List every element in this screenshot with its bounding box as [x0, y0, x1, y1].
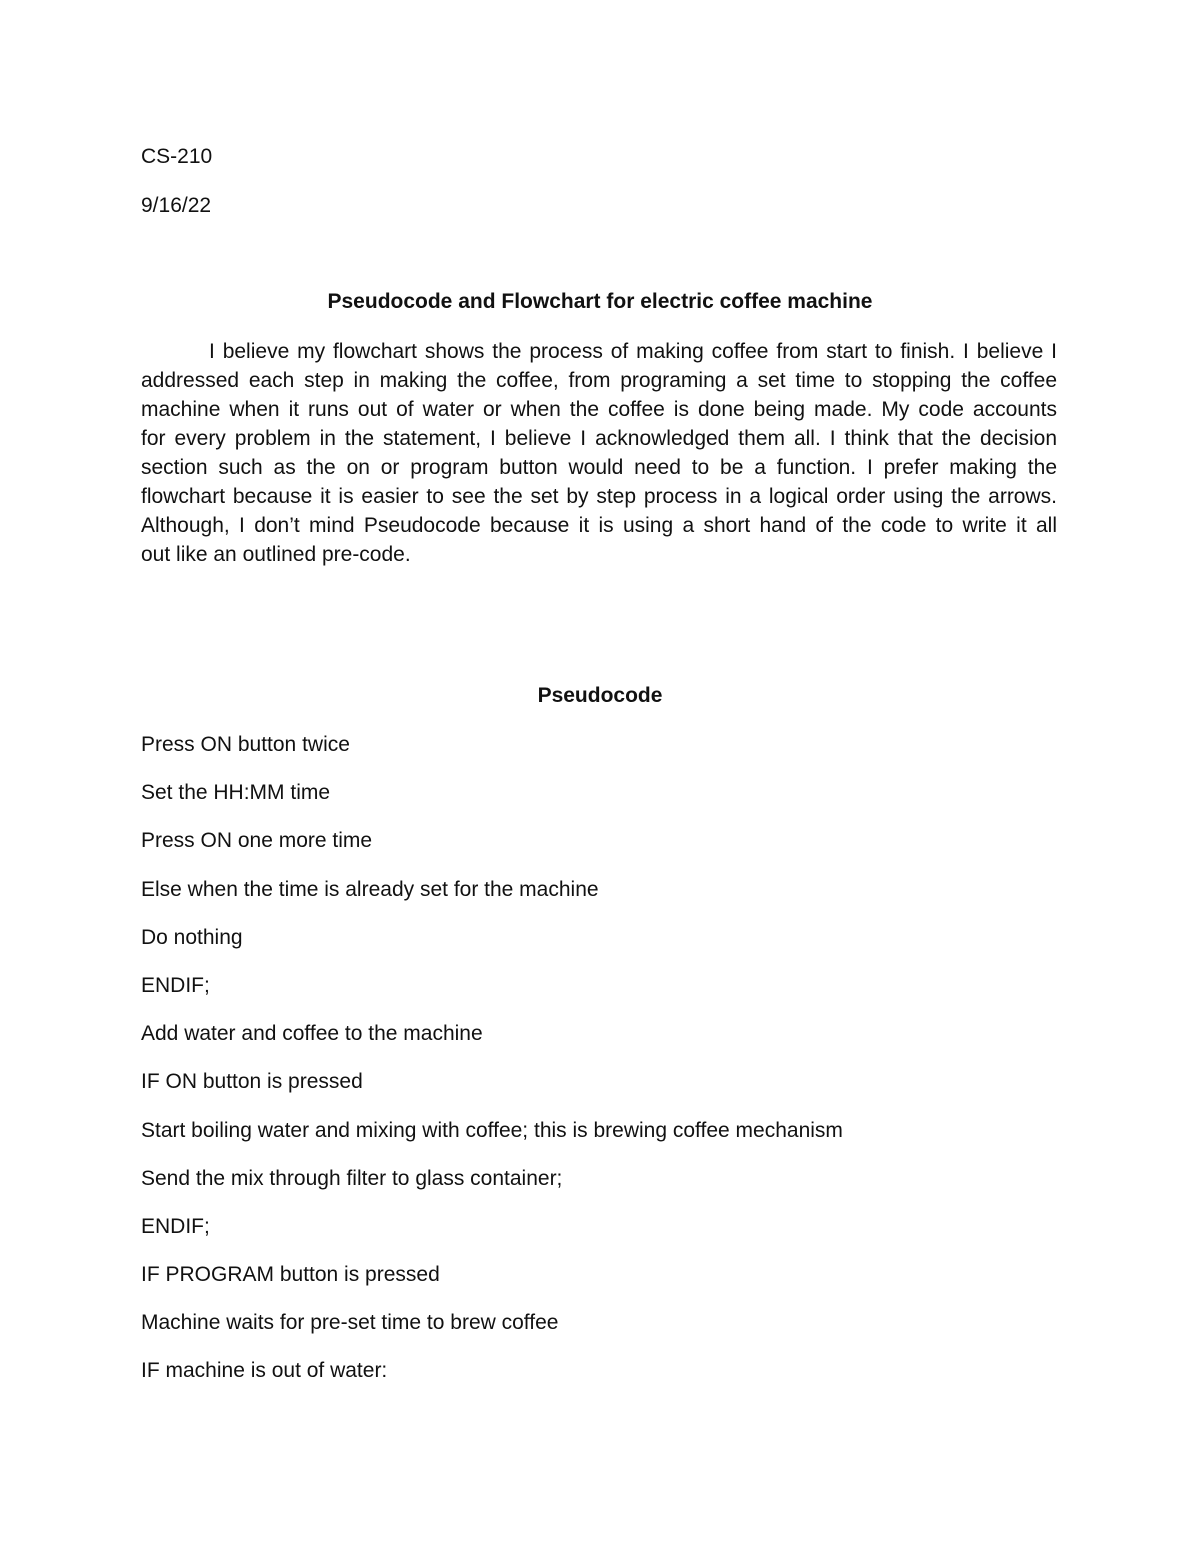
pseudocode-heading: Pseudocode [537, 684, 663, 707]
paragraph-line: I believe my flowchart shows the process of making coffee from start to finish. I believe I [209, 340, 1057, 363]
paragraph-line: for every problem in the statement, I believe I acknowledged them all. I think that the decision [141, 427, 1057, 450]
pseudocode-line: Do nothing [141, 925, 243, 949]
pseudocode-line: IF ON button is pressed [141, 1070, 363, 1094]
document-title: Pseudocode and Flowchart for electric coffee machine [327, 290, 873, 313]
paragraph-line: out like an outlined pre-code. [141, 543, 411, 566]
pseudocode-line: Set the HH:MM time [141, 781, 331, 805]
paragraph-line: addressed each step in making the coffee, from programing a set time to stopping the coffee [141, 369, 1057, 392]
pseudocode-line: Else when the time is already set for the machine [141, 877, 599, 901]
pseudocode-list [141, 733, 843, 1408]
reflection-paragraph [141, 337, 1057, 569]
pseudocode-line: Add water and coffee to the machine [141, 1022, 483, 1046]
pseudocode-line: Send the mix through filter to glass container; [141, 1166, 563, 1190]
pseudocode-line: IF PROGRAM button is pressed [141, 1263, 440, 1287]
pseudocode-line: ENDIF; [141, 973, 210, 997]
pseudocode-line: Start boiling water and mixing with coffee; this is brewing coffee mechanism [141, 1118, 843, 1142]
paragraph-line: flowchart because it is easier to see the set by step process in a logical order using the arrows. [141, 485, 1057, 508]
pseudocode-line: IF machine is out of water: [141, 1359, 388, 1383]
paragraph-line: Although, I don’t mind Pseudocode because it is using a short hand of the code to write it all [141, 514, 1057, 537]
pseudocode-line: Machine waits for pre-set time to brew coffee [141, 1311, 559, 1335]
pseudocode-line: Press ON button twice [141, 733, 350, 756]
pseudocode-line: Press ON one more time [141, 829, 373, 853]
course-code: CS-210 [141, 145, 213, 168]
paragraph-line: machine when it runs out of water or when the coffee is done being made. My code accounts [141, 398, 1057, 421]
paragraph-line: section such as the on or program button would need to be a function. I prefer making the [141, 456, 1057, 479]
pseudocode-line: ENDIF; [141, 1214, 210, 1238]
date: 9/16/22 [141, 194, 212, 217]
